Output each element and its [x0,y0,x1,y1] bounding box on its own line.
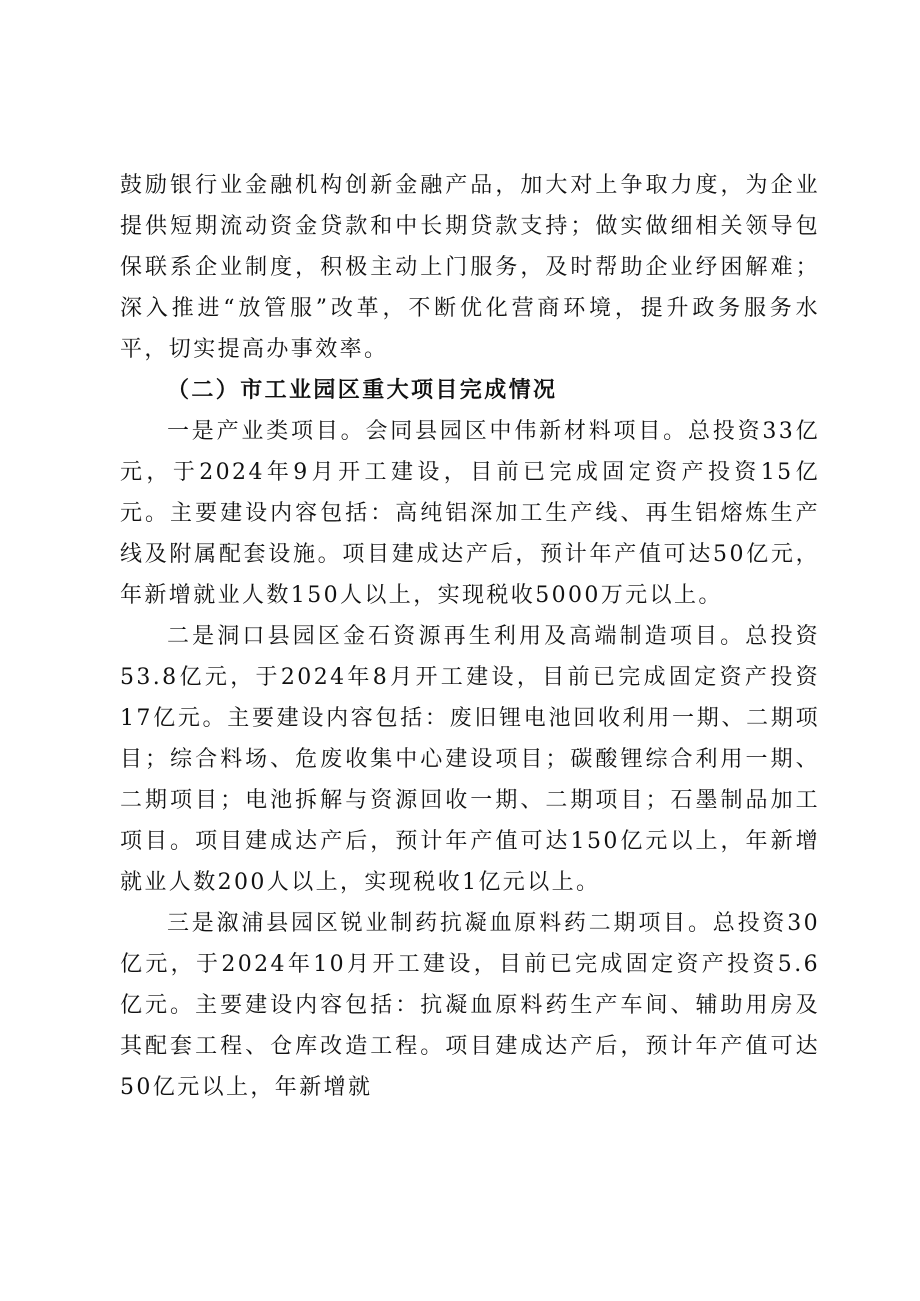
body-paragraph-3: 三是溆浦县园区锐业制药抗凝血原料药二期项目。总投资30亿元，于2024年10月开工建设，目前已完成固定资产投资5.6亿元。主要建设内容包括：抗凝血原料药生产车间、辅助用房及其配套工程、仓库改造工程。项目建成达产后，预计年产值可达50亿元以上，年新增就 [120,911,820,1100]
body-paragraph-2: 二是洞口县园区金石资源再生利用及高端制造项目。总投资53.8亿元，于2024年8月开工建设，目前已完成固定资产投资17亿元。主要建设内容包括：废旧锂电池回收利用一期、二期项目；综合料场、危废收集中心建设项目；碳酸锂综合利用一期、二期项目；电池拆解与资源回收一期、二期项目；石墨制品加工项目。项目建成达产后，预计年产值可达150亿元以上，年新增就业人数200人以上，实现税收1亿元以上。 [120,624,820,895]
body-paragraph-1: 一是产业类项目。会同县园区中伟新材料项目。总投资33亿元，于2024年9月开工建设，目前已完成固定资产投资15亿元。主要建设内容包括：高纯铝深加工生产线、再生铝熔炼生产线及附属配套设施。项目建成达产后，预计年产值可达50亿元，年新增就业人数150人以上，实现税收5000万元以上。 [120,419,820,608]
document-body [120,165,820,1108]
section-heading: （二）市工业园区重大项目完成情况 [167,377,558,403]
intro-paragraph: 鼓励银行业金融机构创新金融产品，加大对上争取力度，为企业提供短期流动资金贷款和中长期贷款支持；做实做细相关领导包保联系企业制度，积极主动上门服务，及时帮助企业纾困解难；深入推进“放管服”改革，不断优化营商环境，提升政务服务水平，切实提高办事效率。 [120,173,820,362]
